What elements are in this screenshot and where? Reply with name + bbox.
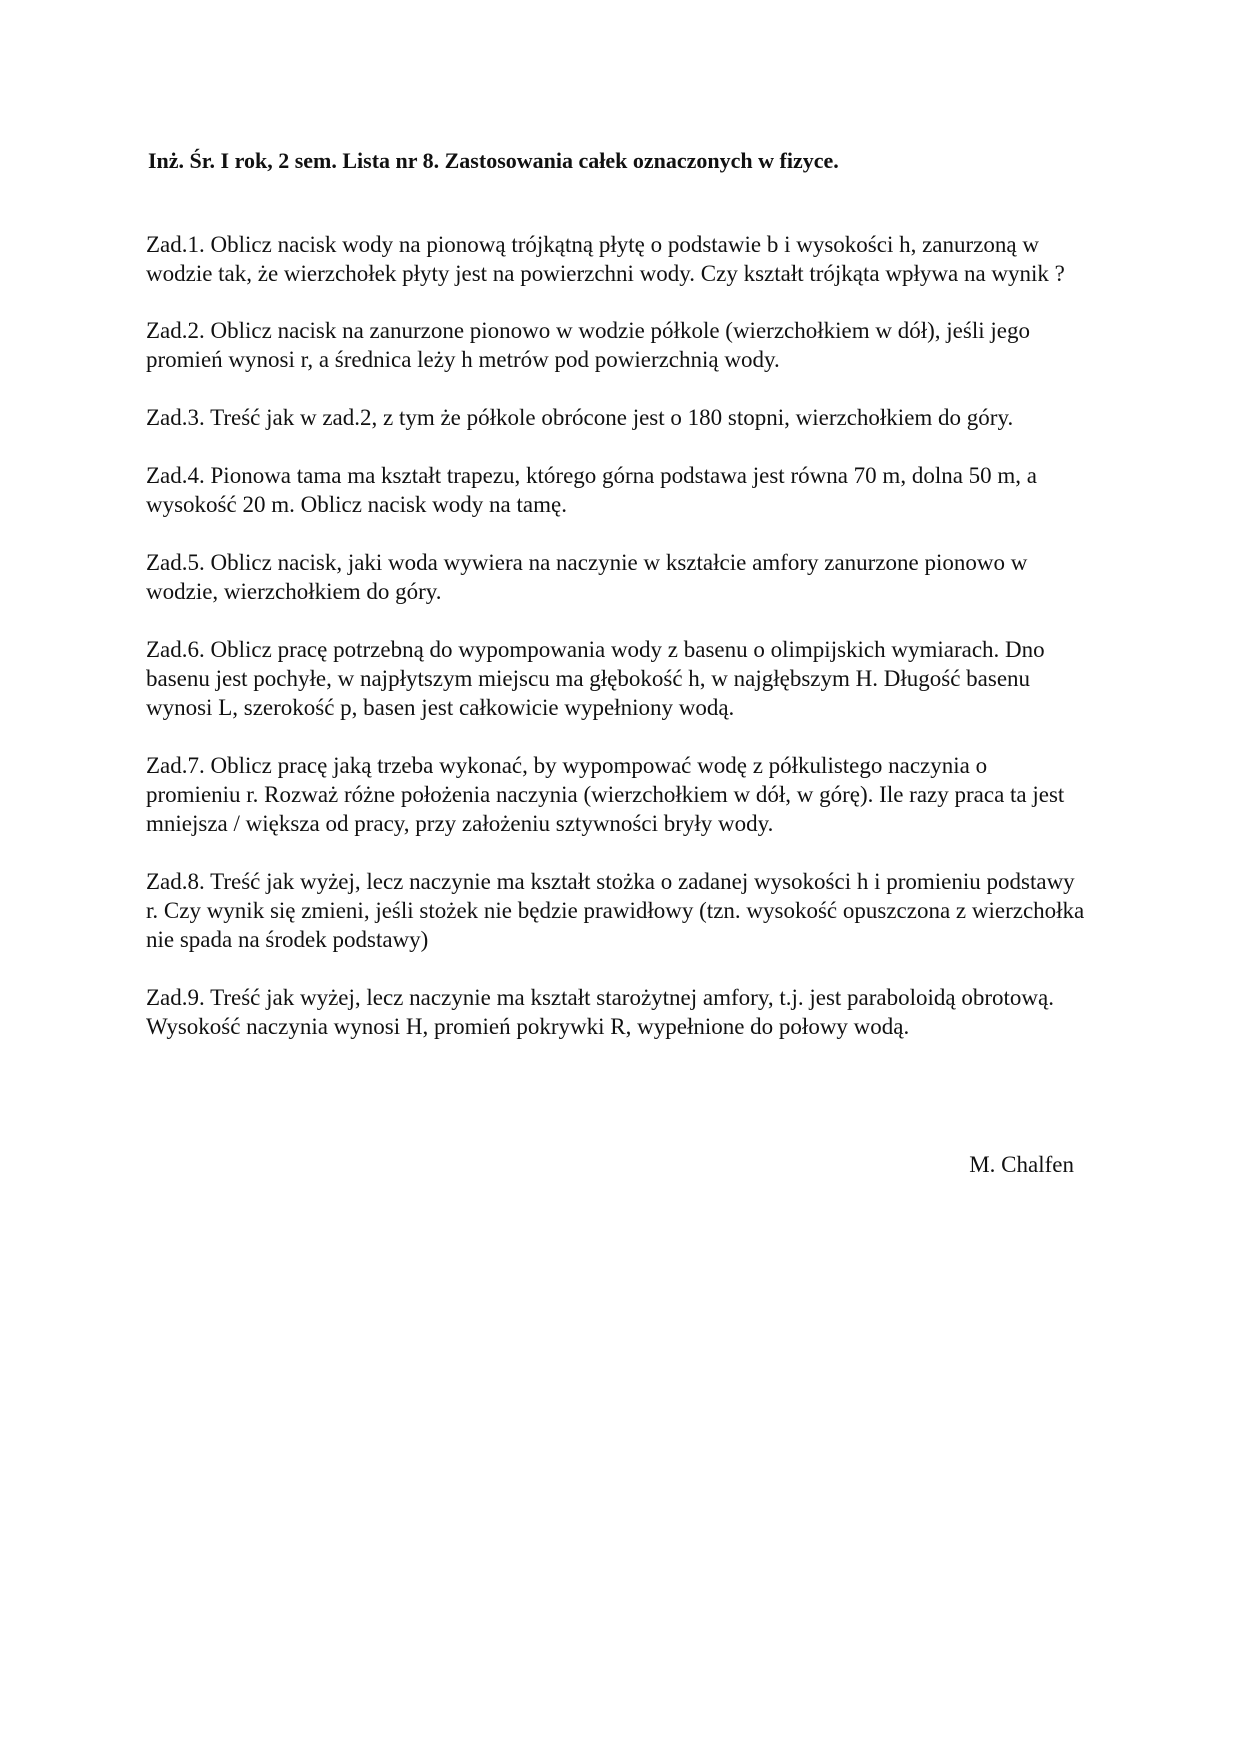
task-3: Zad.3. Treść jak w zad.2, z tym że półkole obrócone jest o 180 stopni, wierzchołkiem do góry. bbox=[146, 405, 1014, 430]
task-7: Zad.7. Oblicz pracę jaką trzeba wykonać, by wypompować wodę z półkulistego naczynia o promieniu r. Rozważ różne położenia naczynia (wierzchołkiem w dół, w górę). Ile razy praca ta jest mniejsza / większa od pracy, przy założeniu sztywności bryły wody. bbox=[146, 753, 1065, 836]
task-2: Zad.2. Oblicz nacisk na zanurzone pionowo w wodzie półkole (wierzchołkiem w dół), jeśli jego promień wynosi r, a średnica leży h metrów pod powierzchnią wody. bbox=[146, 318, 1030, 372]
task-list bbox=[146, 230, 1086, 1070]
author-signature: M. Chalfen bbox=[969, 1152, 1074, 1177]
task-8: Zad.8. Treść jak wyżej, lecz naczynie ma kształt stożka o zadanej wysokości h i promieniu podstawy r. Czy wynik się zmieni, jeśli stożek nie będzie prawidłowy (tzn. wysokość opuszczona z wierzchołka nie spada na środek podstawy) bbox=[146, 869, 1085, 952]
task-5: Zad.5. Oblicz nacisk, jaki woda wywiera na naczynie w kształcie amfory zanurzone pionowo w wodzie, wierzchołkiem do góry. bbox=[146, 550, 1028, 604]
task-4: Zad.4. Pionowa tama ma kształt trapezu, którego górna podstawa jest równa 70 m, dolna 50 m, a wysokość 20 m. Oblicz nacisk wody na tamę. bbox=[146, 463, 1038, 517]
task-1: Zad.1. Oblicz nacisk wody na pionową trójkątną płytę o podstawie b i wysokości h, zanurzoną w wodzie tak, że wierzchołek płyty jest na powierzchni wody. Czy kształt trójkąta wpływa na wynik ? bbox=[146, 232, 1065, 286]
document-title: Inż. Śr. I rok, 2 sem. Lista nr 8. Zastosowania całek oznaczonych w fizyce. bbox=[148, 148, 839, 173]
task-6: Zad.6. Oblicz pracę potrzebną do wypompowania wody z basenu o olimpijskich wymiarach. Dno basenu jest pochyłe, w najpłytszym miejscu ma głębokość h, w najgłębszym H. Długość basenu wynosi L, szerokość p, basen jest całkowicie wypełniony wodą. bbox=[146, 637, 1045, 720]
task-9: Zad.9. Treść jak wyżej, lecz naczynie ma kształt starożytnej amfory, t.j. jest paraboloidą obrotową. Wysokość naczynia wynosi H, promień pokrywki R, wypełnione do połowy wodą. bbox=[146, 985, 1054, 1039]
